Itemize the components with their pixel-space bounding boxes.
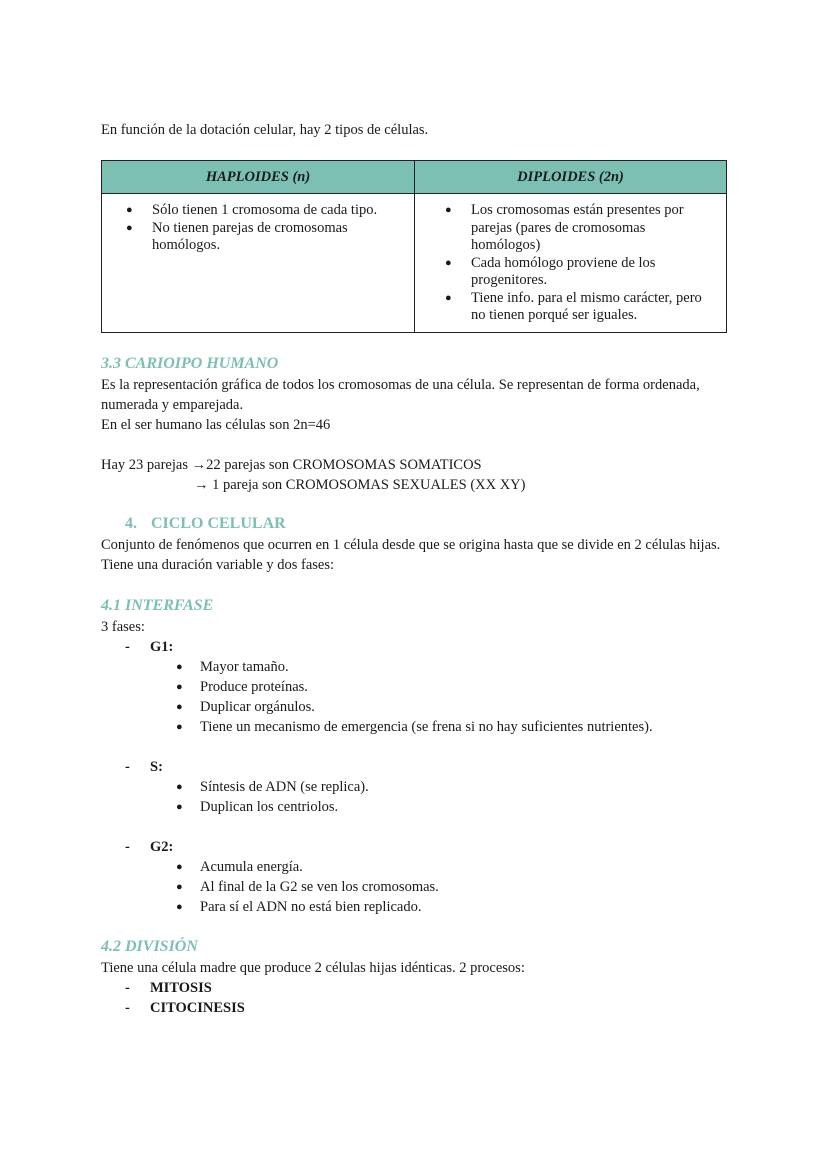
phase-s: - S:: [101, 757, 741, 777]
list-item: ● Mayor tamaño.: [200, 657, 741, 677]
list-item: ● No tienen parejas de cromosomas homólogos.: [152, 220, 406, 255]
header-haploides: HAPLOIDES (n): [102, 161, 415, 194]
division-text: Tiene una célula madre que produce 2 células hijas idénticas. 2 procesos:: [101, 960, 525, 976]
process-list: [101, 978, 741, 1018]
phase-list: [101, 637, 741, 657]
haploides-cell: [102, 194, 415, 333]
list-item: ● Para sí el ADN no está bien replicado.: [200, 897, 741, 917]
ciclo-number: 4.: [125, 515, 137, 532]
ciclo-text: Conjunto de fenómenos que ocurren en 1 célula desde que se origina hasta que se divide en 2 células hijas. Tiene una duración variable y dos fases:: [101, 537, 721, 573]
cariotipo-2n: En el ser humano las células son 2n=46: [101, 417, 331, 433]
list-item: ● Tiene info. para el mismo carácter, pero no tienen porqué ser iguales.: [471, 290, 718, 325]
list-item: ● Cada homólogo proviene de los progenitores.: [471, 255, 718, 290]
document-page: [101, 120, 741, 1018]
header-diploides: DIPLOIDES (2n): [415, 161, 727, 194]
cariotipo-text: Es la representación gráfica de todos los cromosomas de una célula. Se representan de forma ordenada, numerada y emparejada.: [101, 377, 700, 413]
list-item: ● Tiene un mecanismo de emergencia (se frena si no hay suficientes nutrientes).: [200, 717, 741, 737]
list-item: ● Síntesis de ADN (se replica).: [200, 777, 741, 797]
phase-g2: - G2:: [101, 837, 741, 857]
process-mitosis: - MITOSIS: [101, 978, 741, 998]
g2-list: [101, 857, 741, 917]
ciclo-heading: [101, 513, 741, 535]
g1-list: [101, 657, 741, 737]
division-heading: 4.2 DIVISIÓN: [101, 938, 198, 955]
interfase-intro: 3 fases:: [101, 619, 145, 635]
list-item: ● Los cromosomas están presentes por parejas (pares de cromosomas homólogos): [471, 202, 718, 255]
list-item: ● Al final de la G2 se ven los cromosomas.: [200, 877, 741, 897]
cariotipo-heading: 3.3 CARIOIPO HUMANO: [101, 355, 279, 372]
intro-text: En función de la dotación celular, hay 2 tipos de células.: [101, 122, 429, 138]
s-list: [101, 777, 741, 817]
ciclo-title: CICLO CELULAR: [151, 515, 286, 532]
phase-list: [101, 757, 741, 777]
interfase-heading: 4.1 INTERFASE: [101, 597, 214, 614]
phase-g1: - G1:: [101, 637, 741, 657]
list-item: ● Duplicar orgánulos.: [200, 697, 741, 717]
pairs-line-2: → 1 pareja son CROMOSOMAS SEXUALES (XX XY): [194, 477, 526, 493]
list-item: ● Acumula energía.: [200, 857, 741, 877]
list-item: ● Produce proteínas.: [200, 677, 741, 697]
process-citocinesis: - CITOCINESIS: [101, 998, 741, 1018]
pairs-line-1: Hay 23 parejas →22 parejas son CROMOSOMAS SOMATICOS: [101, 457, 482, 473]
phase-list: [101, 837, 741, 857]
diploides-cell: [415, 194, 727, 333]
list-item: ● Duplican los centriolos.: [200, 797, 741, 817]
list-item: ● Sólo tienen 1 cromosoma de cada tipo.: [152, 202, 406, 220]
cell-types-table: [101, 160, 727, 333]
